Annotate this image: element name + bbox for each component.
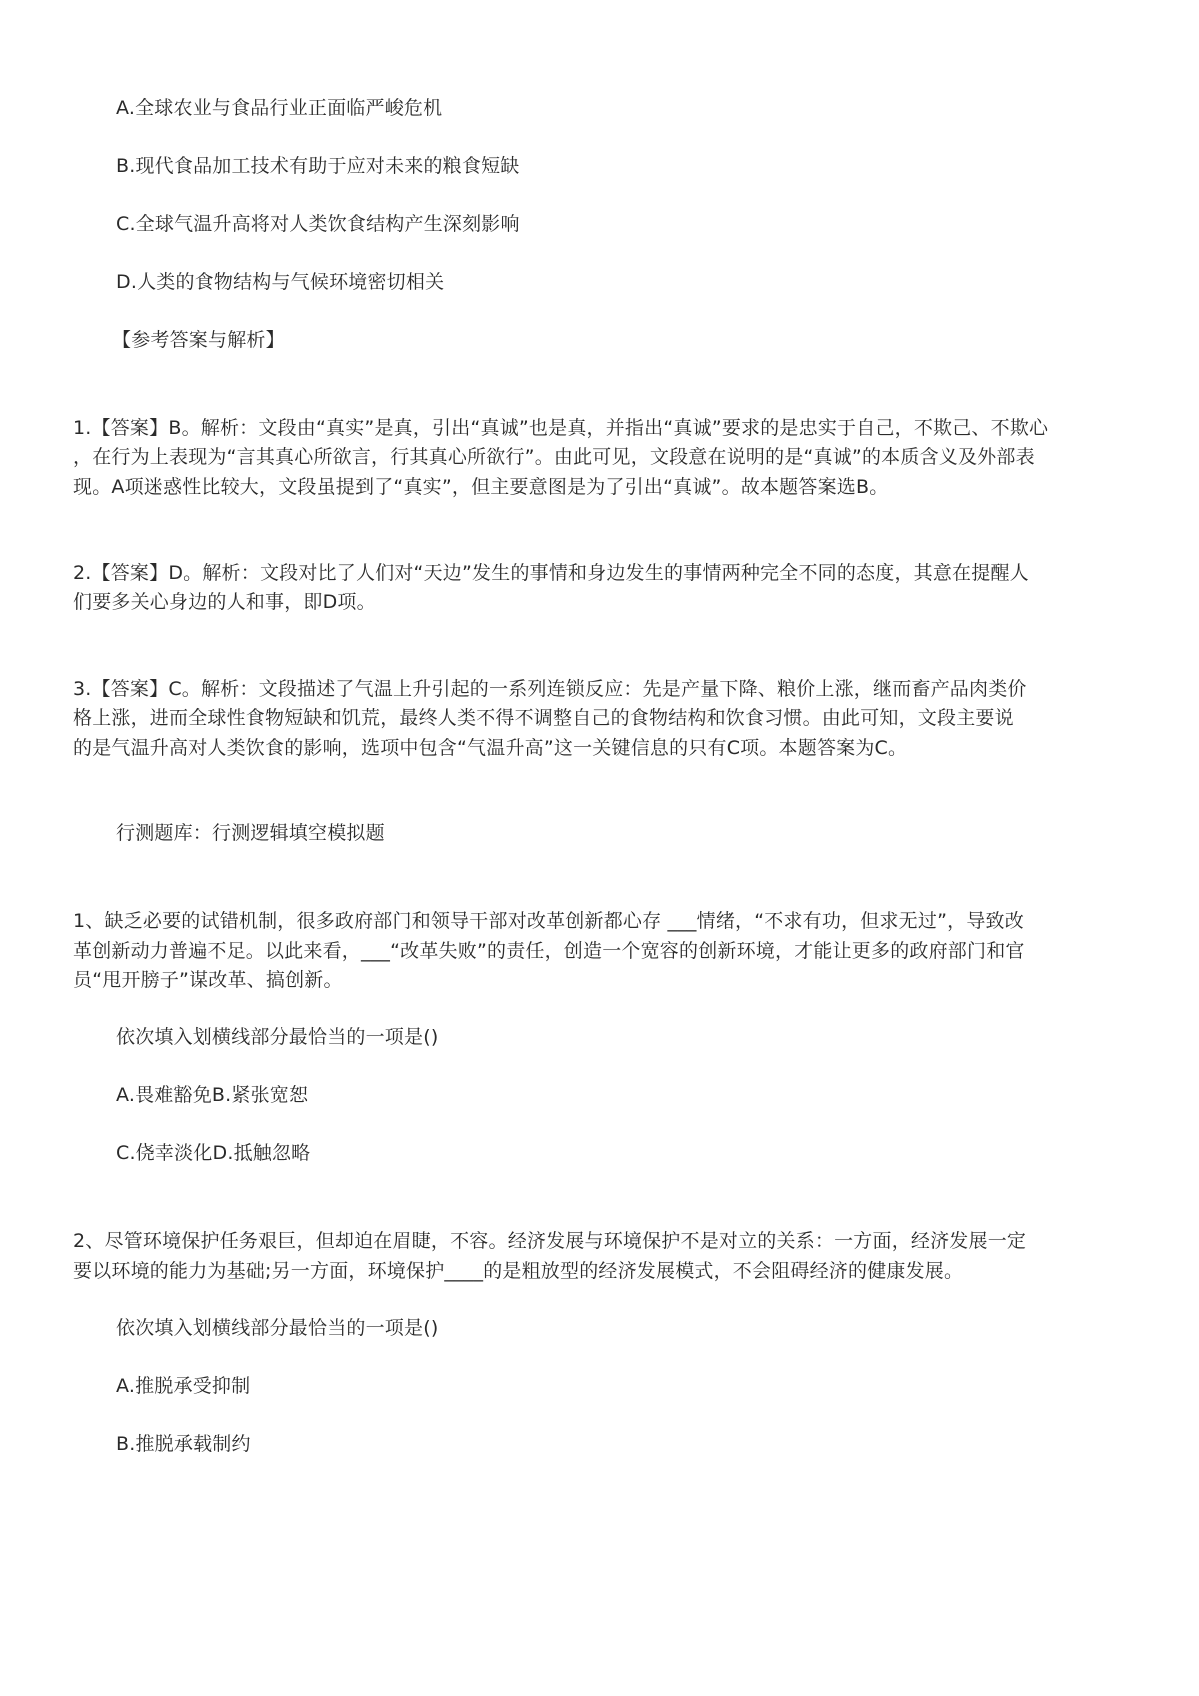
answer-3-line-2: 格上涨，进而全球性食物短缺和饥荒，最终人类不得不调整自己的食物结构和饮食习惯。由此可知，文段主要说 — [73, 707, 1014, 729]
question-1-line-2: 革创新动力普遍不足。以此来看，___“改革失败”的责任，创造一个宽容的创新环境，才能让更多的政府部门和官 — [73, 940, 1025, 962]
question-1-options-cd: C.侥幸淡化D.抵触忽略 — [116, 1142, 311, 1164]
answer-3-line-1: 3.【答案】C。解析：文段描述了气温上升引起的一系列连锁反应：先是产量下降、粮价上涨，继而畜产品肉类价 — [73, 678, 1027, 700]
answer-2-line-2: 们要多关心身边的人和事，即D项。 — [73, 591, 376, 613]
section-title: 行测题库：行测逻辑填空模拟题 — [116, 822, 385, 844]
answer-1-line-3: 现。A项迷惑性比较大，文段虽提到了“真实”，但主要意图是为了引出“真诚”。故本题答案选B。 — [73, 476, 889, 498]
question-1-prompt: 依次填入划横线部分最恰当的一项是() — [116, 1026, 439, 1048]
answer-3-line-3: 的是气温升高对人类饮食的影响，选项中包含“气温升高”这一关键信息的只有C项。本题答案为C。 — [73, 737, 908, 759]
question-2-option-b: B.推脱承载制约 — [116, 1433, 251, 1455]
question-2-line-2: 要以环境的能力为基础;另一方面，环境保护____的是粗放型的经济发展模式，不会阻碍经济的健康发展。 — [73, 1260, 964, 1282]
question-1-line-1: 1、缺乏必要的试错机制，很多政府部门和领导干部对改革创新都心存 ___情绪，“不求有功，但求无过”，导致改 — [73, 910, 1024, 932]
option-a: A.全球农业与食品行业正面临严峻危机 — [116, 97, 443, 119]
answer-1-line-2: ，在行为上表现为“言其真心所欲言，行其真心所欲行”。由此可见，文段意在说明的是“真诚”的本质含义及外部表 — [73, 446, 1035, 468]
question-2-line-1: 2、尽管环境保护任务艰巨，但却迫在眉睫，不容。经济发展与环境保护不是对立的关系：一方面，经济发展一定 — [73, 1230, 1027, 1252]
question-2-prompt: 依次填入划横线部分最恰当的一项是() — [116, 1317, 439, 1339]
question-2-option-a: A.推脱承受抑制 — [116, 1375, 251, 1397]
option-b: B.现代食品加工技术有助于应对未来的粮食短缺 — [116, 155, 520, 177]
option-c: C.全球气温升高将对人类饮食结构产生深刻影响 — [116, 213, 520, 235]
option-d: D.人类的食物结构与气候环境密切相关 — [116, 271, 445, 293]
question-1-line-3: 员“甩开膀子”谋改革、搞创新。 — [73, 969, 343, 991]
question-1-options-ab: A.畏难豁免B.紧张宽恕 — [116, 1084, 309, 1106]
answer-1-line-1: 1.【答案】B。解析：文段由“真实”是真，引出“真诚”也是真，并指出“真诚”要求的是忠实于自己，不欺己、不欺心 — [73, 417, 1049, 439]
answer-heading: 【参考答案与解析】 — [112, 329, 285, 351]
answer-2-line-1: 2.【答案】D。解析：文段对比了人们对“天边”发生的事情和身边发生的事情两种完全不同的态度，其意在提醒人 — [73, 562, 1029, 584]
